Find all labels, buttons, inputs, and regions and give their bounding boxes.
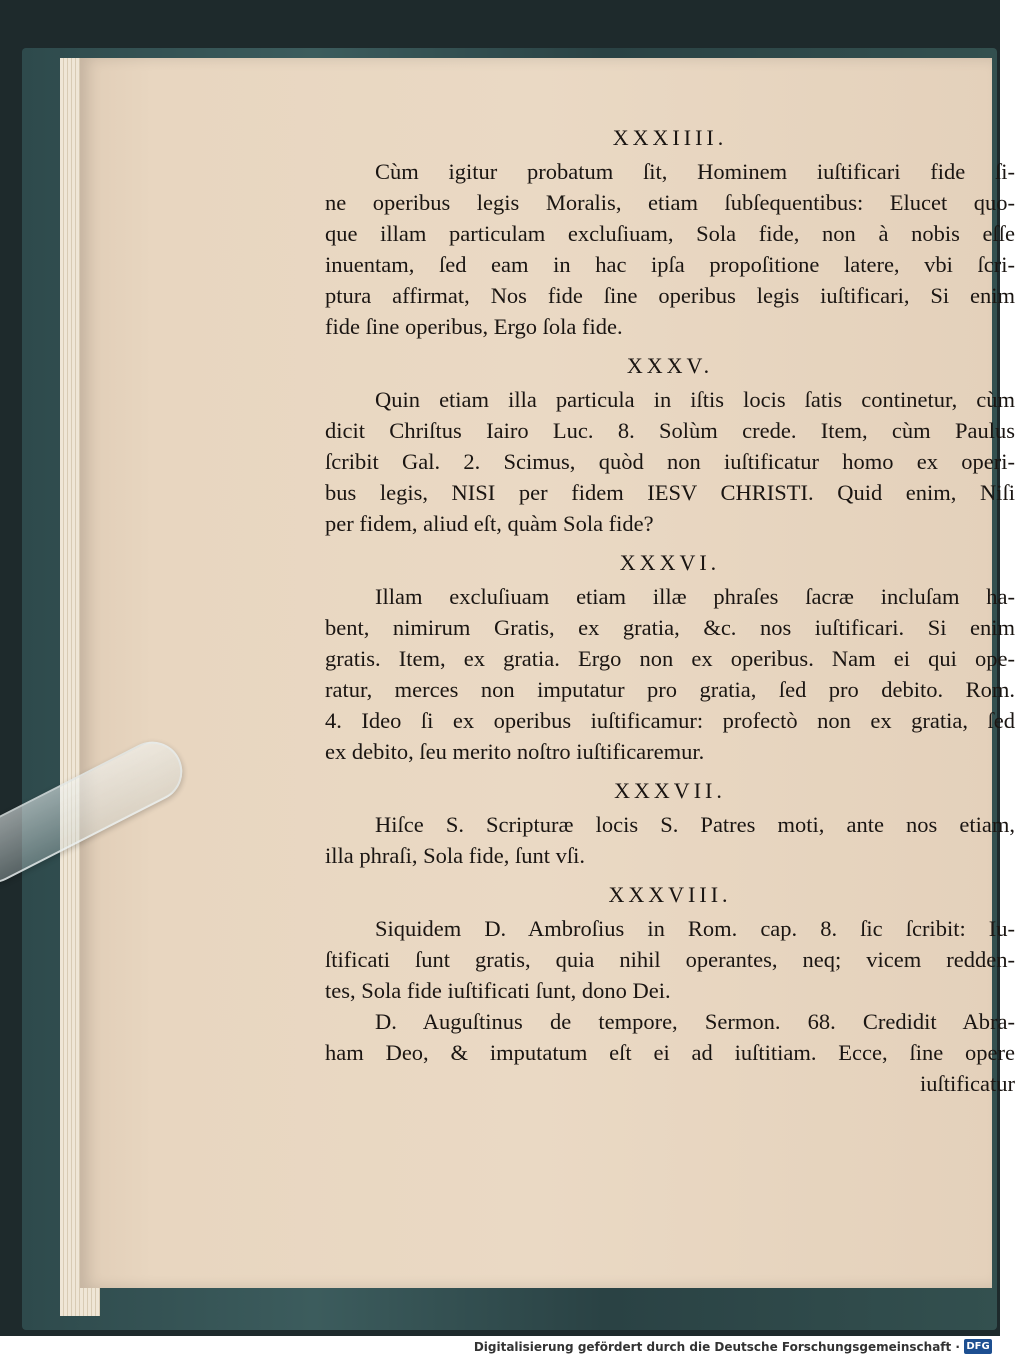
book-page xyxy=(80,58,1015,1288)
footer-bar xyxy=(0,1336,1000,1359)
section-37 xyxy=(325,773,1015,871)
text-line: Hiſce S. Scripturæ locis S. Patres moti, ante nos etiam, xyxy=(375,812,1015,837)
footer-credit: Digitalisierung gefördert durch die Deutsche Forschungsgemeinschaft · xyxy=(473,1340,960,1354)
text-line: ne operibus legis Moralis, etiam ſubſequentibus: Elucet quo- xyxy=(325,190,1015,215)
text-line: Quin etiam illa particula in iſtis locis ſatis continetur, cùm xyxy=(375,387,1015,412)
text-line: ſtificati ſunt gratis, quia nihil operantes, neq; vicem redden- xyxy=(325,947,1015,972)
catchword: iuſtificatur xyxy=(920,1071,1015,1096)
section-heading: XXXV. xyxy=(626,353,714,378)
text-line: fide ſine operibus, Ergo ſola fide. xyxy=(325,314,623,339)
section-heading: XXXVII. xyxy=(614,778,726,803)
text-line: bus legis, NISI per fidem IESV CHRISTI. Quid enim, Niſi xyxy=(325,480,1015,505)
text-line: tes, Sola fide iuſtificati ſunt, dono Dei. xyxy=(325,978,671,1003)
text-line: 4. Ideo ſi ex operibus iuſtificamur: profectò non ex gratia, ſed xyxy=(325,708,1015,733)
dfg-logo: DFG xyxy=(964,1339,992,1354)
text-line: gratis. Item, ex gratia. Ergo non ex operibus. Nam ei qui ope- xyxy=(325,646,1015,671)
text-line: per fidem, aliud eſt, quàm Sola fide? xyxy=(325,511,654,536)
text-line: que illam particulam excluſiuam, Sola fide, non à nobis eſſe xyxy=(325,221,1015,246)
section-38 xyxy=(325,877,1015,1099)
text-line: dicit Chriſtus Iairo Luc. 8. Solùm crede. Item, cùm Paulus xyxy=(325,418,1015,443)
text-line: Cùm igitur probatum ſit, Hominem iuſtificari fide ſi- xyxy=(375,159,1015,184)
section-heading: XXXIIII. xyxy=(612,125,728,150)
section-heading: XXXVIII. xyxy=(608,882,732,907)
section-34 xyxy=(325,120,1015,342)
text-line: Siquidem D. Ambroſius in Rom. cap. 8. ſic ſcribit: Iu- xyxy=(375,916,1015,941)
page-text xyxy=(325,120,1015,1105)
section-35 xyxy=(325,348,1015,539)
text-line: Illam excluſiuam etiam illæ phraſes ſacræ incluſam ha- xyxy=(375,584,1015,609)
text-line: inuentam, ſed eam in hac ipſa propoſitione latere, vbi ſcri- xyxy=(325,252,1015,277)
section-36 xyxy=(325,545,1015,767)
section-heading: XXXVI. xyxy=(619,550,721,575)
text-line: ratur, merces non imputatur pro gratia, ſed pro debito. Rom. xyxy=(325,677,1015,702)
text-line: ſcribit Gal. 2. Scimus, quòd non iuſtificatur homo ex operi- xyxy=(325,449,1015,474)
text-line: ptura affirmat, Nos fide ſine operibus legis iuſtificari, Si enim xyxy=(325,283,1015,308)
text-line: illa phraſi, Sola fide, ſunt vſi. xyxy=(325,843,585,868)
text-line: ex debito, ſeu merito noſtro iuſtificaremur. xyxy=(325,739,705,764)
text-line: D. Auguſtinus de tempore, Sermon. 68. Credidit Abra- xyxy=(375,1009,1015,1034)
text-line: bent, nimirum Gratis, ex gratia, &c. nos iuſtificari. Si enim xyxy=(325,615,1015,640)
text-line: ham Deo, & imputatum eſt ei ad iuſtitiam. Ecce, ſine opere xyxy=(325,1040,1015,1065)
